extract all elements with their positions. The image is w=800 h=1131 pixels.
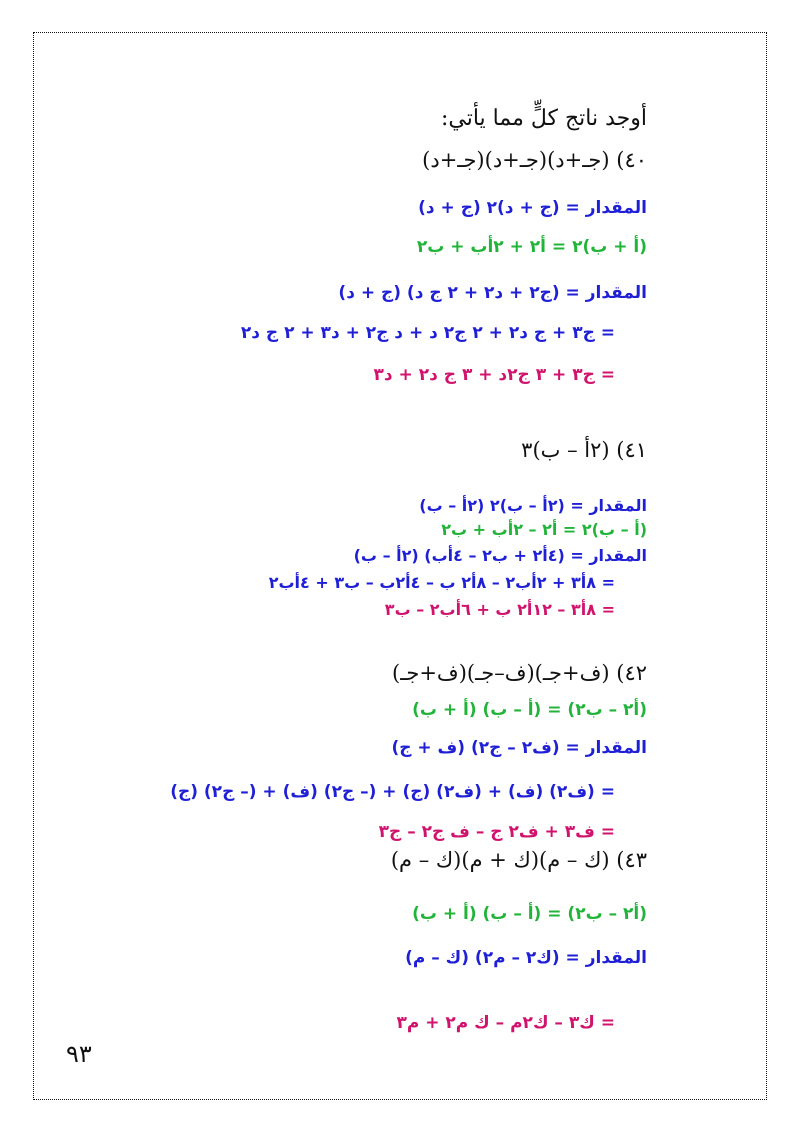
problem-41-step-2: (أ – ب)٢ = أ٢ – ٢أب + ب٢: [441, 520, 647, 539]
problem-41-step-1: المقدار = (٢أ – ب)٢ (٢أ – ب): [419, 496, 647, 515]
problem-42-step-2: المقدار = (ف٢ – ج٢) (ف + ج): [391, 738, 647, 758]
problem-42-step-3: = (ف٢) (ف) + (ف٢) (ج) + (– ج٢) (ف) + (– ج٢) (ج): [170, 782, 615, 802]
problem-43-step-2: المقدار = (ك٢ – م٢) (ك – م): [405, 948, 647, 968]
problem-41-step-3: المقدار = (٤أ٢ + ب٢ – ٤أب) (٢أ – ب): [353, 546, 647, 565]
problem-42-step-1: (أ٢ – ب٢) = (أ – ب) (أ + ب): [412, 700, 647, 720]
problem-40-step-4: = ج٣ + ج د٢ + ٢ ج٢ د + د ج٢ + د٣ + ٢ ج د٢: [240, 323, 615, 343]
problem-40-label: ٤٠) (جـ+د)(جـ+د)(جـ+د): [422, 148, 647, 172]
problem-40-step-3: المقدار = (ج٢ + د٢ + ٢ ج د) (ج + د): [338, 283, 647, 303]
page-border: [33, 32, 767, 1100]
problem-41-label: ٤١) (٢أ – ب)٣: [521, 438, 647, 462]
problem-41-result: = ٨أ٣ – ١٢أ٢ ب + ٦أب٢ – ب٣: [384, 600, 615, 619]
problem-41-step-4: = ٨أ٣ + ٢أب٢ – ٨أ٢ ب – ٤أ٢ب – ب٣ + ٤أب٢: [268, 573, 615, 592]
exercise-title: أوجد ناتج كلٍّ مما يأتي:: [440, 106, 647, 131]
problem-42-result: = ف٣ + ف٢ ج – ف ج٢ – ج٣: [378, 822, 615, 842]
problem-42-label: ٤٢) (ف+جـ)(ف–جـ)(ف+جـ): [392, 661, 647, 685]
problem-43-label: ٤٣) (ك – م)(ك + م)(ك – م): [390, 848, 647, 872]
problem-43-result: = ك٣ – ك٢م – ك م٢ + م٣: [396, 1013, 615, 1033]
page-number: ٩٣: [66, 1040, 92, 1068]
problem-40-step-1: المقدار = (ج + د)٢ (ج + د): [418, 198, 647, 218]
problem-43-step-1: (أ٢ – ب٢) = (أ – ب) (أ + ب): [412, 904, 647, 924]
problem-40-result: = ج٣ + ٣ ج٢د + ٣ ج د٢ + د٣: [373, 365, 615, 385]
problem-40-step-2: (أ + ب)٢ = أ٢ + ٢أب + ب٢: [416, 237, 647, 257]
